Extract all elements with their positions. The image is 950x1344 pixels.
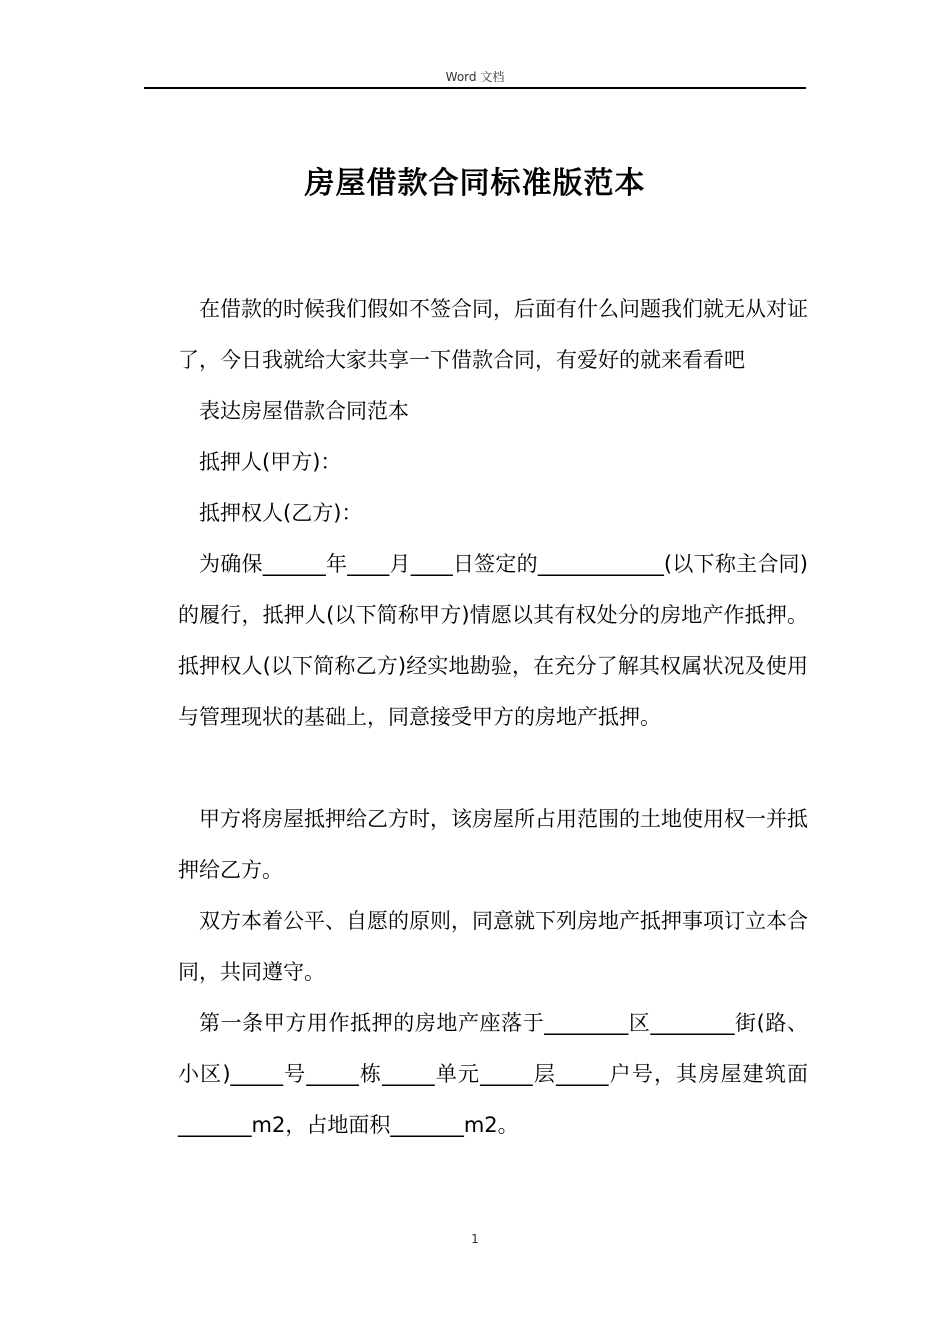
header-divider xyxy=(144,87,806,89)
page-number: 1 xyxy=(471,1232,479,1246)
page-header-label: Word 文档 xyxy=(445,70,505,84)
paragraph-agreement: 双方本着公平、自愿的原则，同意就下列房地产抵押事项订立本合同，共同遵守。 xyxy=(178,909,808,984)
paragraph-article-one: 第一条甲方用作抵押的房地产座落于________区________街(路、小区)_____号_____栋_____单元_____层_____户号，其房屋建筑面_______m2，占地面积_______m2。 xyxy=(178,1011,808,1137)
blank-line xyxy=(178,743,808,794)
paragraph-purpose: 为确保______年____月____日签定的____________(以下称主合同)的履行，抵押人(以下简称甲方)情愿以其有权处分的房地产作抵押。抵押权人(以下简称乙方)经实地勘验，在充分了解其权属状况及使用与管理现状的基础上，同意接受甲方的房地产抵押。 xyxy=(178,552,808,729)
document-body xyxy=(178,284,808,1151)
paragraph-mortgagee: 抵押权人(乙方)： xyxy=(199,501,363,525)
document-title: 房屋借款合同标准版范本 xyxy=(304,166,646,201)
paragraph-land-use: 甲方将房屋抵押给乙方时，该房屋所占用范围的土地使用权一并抵押给乙方。 xyxy=(178,807,808,882)
paragraph-subtitle: 表达房屋借款合同范本 xyxy=(199,399,409,423)
paragraph-mortgagor: 抵押人(甲方)： xyxy=(199,450,342,474)
paragraph-intro: 在借款的时候我们假如不签合同，后面有什么问题我们就无从对证了，今日我就给大家共享一下借款合同，有爱好的就来看看吧 xyxy=(178,297,808,372)
